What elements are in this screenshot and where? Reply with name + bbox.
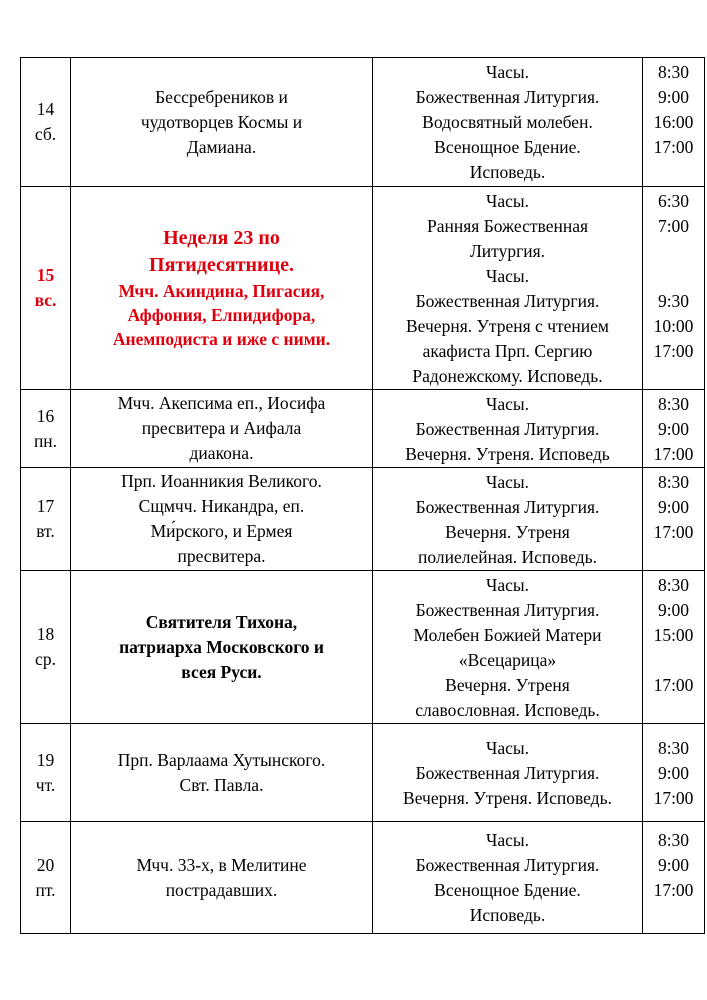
weekday: ср. [35, 649, 56, 669]
time-value: 9:00 [657, 855, 690, 875]
time-value: 8:30 [657, 394, 690, 414]
time-value: 10:00 [653, 316, 694, 336]
times-cell [643, 724, 705, 822]
time-value: 9:00 [657, 763, 690, 783]
time-value: 8:30 [657, 830, 690, 850]
times-cell [643, 571, 705, 724]
time-value: 9:00 [657, 419, 690, 439]
service-line: Вечерня. Утреня [445, 522, 570, 542]
service-line: Вечерня. Утреня. Исповедь [405, 444, 610, 464]
saint-line: патриарха Московского и [119, 636, 324, 657]
time-value: 6:30 [657, 191, 690, 211]
time-value: 9:00 [657, 87, 690, 107]
day-cell [21, 822, 71, 934]
time-value: 17:00 [653, 880, 694, 900]
saint-line: чудотворцев Космы и [140, 111, 303, 132]
saint-line: Святителя Тихона, [145, 611, 298, 632]
service-line: Литургия. [469, 241, 546, 261]
service-line: Радонежскому. Исповедь. [412, 366, 603, 386]
day-number: 17 [36, 496, 55, 516]
day-cell [21, 187, 71, 390]
times-cell [643, 187, 705, 390]
time-value: 17:00 [653, 675, 694, 695]
saint-line: Прп. Иоанникия Великого. [121, 471, 322, 491]
services-cell [373, 724, 643, 822]
time-value: 9:00 [657, 600, 690, 620]
service-line: Исповедь. [469, 905, 546, 925]
saint-line: всея Руси. [181, 661, 262, 682]
time-value: 17:00 [653, 522, 694, 542]
day-cell [21, 724, 71, 822]
service-line: акафиста Прп. Сергию [422, 341, 593, 361]
service-line: Исповедь. [469, 162, 546, 182]
saint-line: Мчч. 33-х, в Мелитине [136, 854, 307, 875]
service-line: Всенощное Бдение. [434, 137, 581, 157]
service-line: полиелейная. Исповедь. [417, 547, 598, 567]
times-cell [643, 58, 705, 187]
saint-cell [71, 571, 373, 724]
weekday: сб. [34, 124, 57, 144]
saint-line: Аффония, Елпидифора, [127, 305, 316, 325]
saint-cell [71, 724, 373, 822]
weekday: вс. [34, 290, 57, 310]
service-line: Всенощное Бдение. [434, 880, 581, 900]
weekday: пт. [35, 879, 56, 900]
service-line: Молебен Божией Матери [413, 625, 602, 645]
time-value: 7:00 [657, 216, 690, 236]
service-line: Часы. [485, 738, 530, 758]
service-line: Ранняя Божественная [426, 216, 589, 236]
times-cell [643, 468, 705, 571]
saint-line: Свт. Павла. [179, 774, 264, 795]
table-row [21, 58, 705, 187]
day-number: 20 [36, 854, 55, 875]
services-cell [373, 571, 643, 724]
schedule-table [20, 57, 705, 934]
time-value: 8:30 [657, 738, 690, 758]
time-value: 17:00 [653, 788, 694, 808]
day-number: 15 [36, 265, 55, 285]
services-cell [373, 822, 643, 934]
saint-line: Прп. Варлаама Хутынского. [117, 749, 326, 770]
service-line: славословная. Исповедь. [415, 700, 600, 720]
service-line: Вечерня. Утреня [445, 675, 570, 695]
saint-line: Мчч. Акиндина, Пигасия, [118, 281, 325, 301]
day-cell [21, 390, 71, 468]
day-number: 19 [36, 749, 55, 770]
services-cell [373, 187, 643, 390]
service-line: Часы. [485, 191, 530, 211]
time-value: 17:00 [653, 137, 694, 157]
day-number: 18 [36, 624, 55, 644]
feast-title-line: Пятидесятнице. [149, 254, 294, 276]
weekday: вт. [36, 521, 55, 541]
saint-cell [71, 468, 373, 571]
weekday: пн. [33, 430, 58, 451]
day-cell [21, 58, 71, 187]
saint-line: Сщмчч. Никандра, еп. [138, 496, 305, 516]
day-number: 16 [36, 405, 55, 426]
time-value: 17:00 [653, 341, 694, 361]
service-line: Божественная Литургия. [415, 87, 600, 107]
table-row [21, 724, 705, 822]
saint-line: Дамиана. [186, 136, 257, 157]
saint-line: Ми́рского, и Ермея [150, 521, 293, 541]
service-line: Божественная Литургия. [415, 763, 600, 783]
service-line: Вечерня. Утреня с чтением [406, 316, 609, 336]
service-line: Божественная Литургия. [415, 497, 600, 517]
time-value: 15:00 [653, 625, 694, 645]
service-line: Часы. [485, 472, 530, 492]
saint-line: пресвитера. [177, 546, 266, 566]
saint-line: Анемподиста и иже с ними. [112, 329, 331, 349]
service-line: Водосвятный молебен. [422, 112, 593, 132]
table-row [21, 571, 705, 724]
saint-line: пострадавших. [165, 879, 278, 900]
time-value: 8:30 [657, 62, 690, 82]
day-cell [21, 468, 71, 571]
saint-cell [71, 390, 373, 468]
services-cell [373, 58, 643, 187]
table-row [21, 468, 705, 571]
service-line: Вечерня. Утреня. Исповедь. [403, 788, 612, 808]
saint-line: пресвитера и Аифала [141, 418, 302, 438]
service-line: Божественная Литургия. [415, 855, 600, 875]
times-cell [643, 822, 705, 934]
weekday: чт. [35, 774, 56, 795]
service-line: Божественная Литургия. [415, 291, 600, 311]
service-line: «Всецарица» [458, 650, 557, 670]
table-row [21, 187, 705, 390]
services-cell [373, 468, 643, 571]
service-line: Божественная Литургия. [415, 419, 600, 439]
feast-title-line: Неделя 23 по [163, 227, 280, 249]
saint-line: Бессребреников и [155, 86, 288, 107]
saint-line: Мчч. Акепсима еп., Иосифа [117, 393, 326, 413]
day-number: 14 [36, 99, 55, 119]
time-value: 9:00 [657, 497, 690, 517]
time-value: 17:00 [653, 444, 694, 464]
time-value: 8:30 [657, 472, 690, 492]
saint-cell [71, 187, 373, 390]
service-line: Божественная Литургия. [415, 600, 600, 620]
service-line: Часы. [485, 394, 530, 414]
times-cell [643, 390, 705, 468]
day-cell [21, 571, 71, 724]
service-line: Часы. [485, 62, 530, 82]
saint-cell [71, 58, 373, 187]
time-value: 16:00 [653, 112, 694, 132]
saint-cell [71, 822, 373, 934]
service-line: Часы. [485, 266, 530, 286]
service-line: Часы. [485, 575, 530, 595]
time-value: 8:30 [657, 575, 690, 595]
services-cell [373, 390, 643, 468]
time-value: 9:30 [657, 291, 690, 311]
table-row [21, 390, 705, 468]
saint-line: диакона. [189, 443, 254, 463]
service-line: Часы. [485, 830, 530, 850]
table-row [21, 822, 705, 934]
